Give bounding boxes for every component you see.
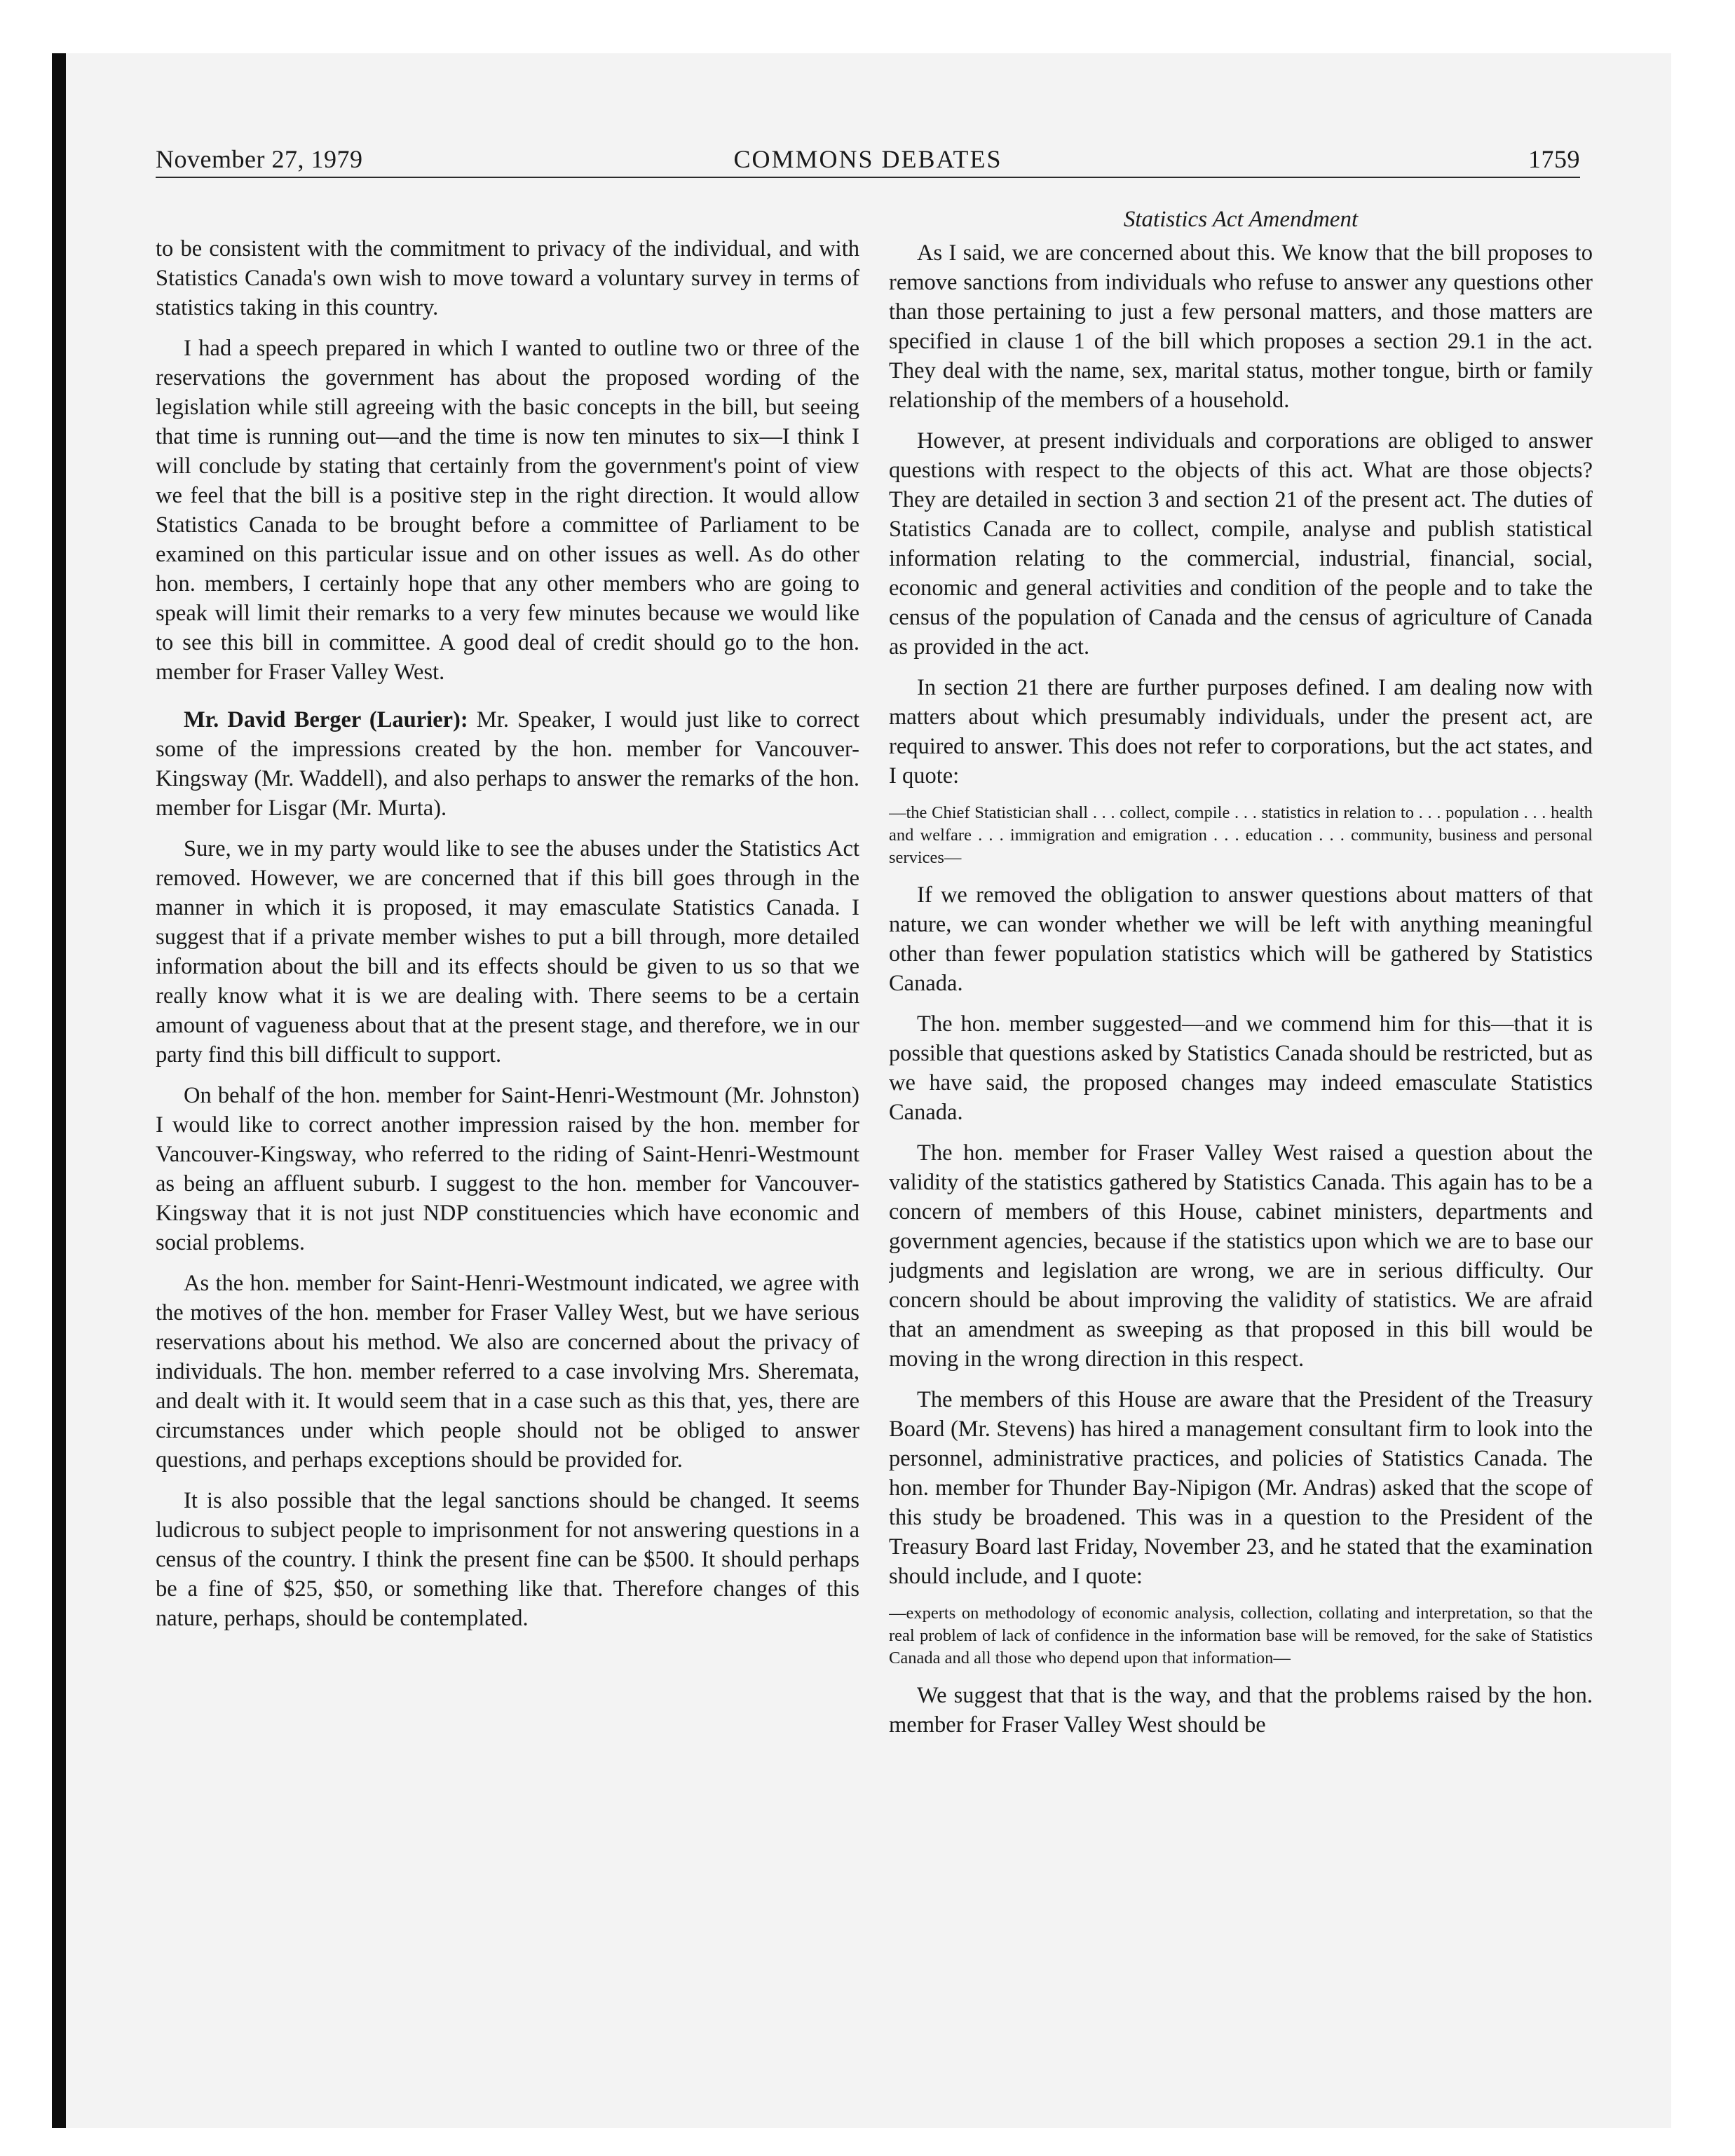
speaker-name: Mr. David Berger (Laurier): bbox=[184, 707, 468, 732]
speech-text: Mr. Speaker, I would just like to correct some of the impressions created by the hon. member for Vancouver-Kingsway (Mr. Waddell), and also perhaps to answer the remarks of the hon. member for Lisgar (Mr. Murta). bbox=[156, 707, 859, 821]
paragraph: The hon. member suggested—and we commend him for this—that it is possible that questions asked by Statistics Canada should be restricted, but as we have said, the proposed changes may indeed emasculate Statistics Canada. bbox=[889, 1011, 1593, 1125]
paragraph: Sure, we in my party would like to see the abuses under the Statistics Act removed. However, we are concerned that if this bill goes through in the manner in which it is proposed, it may emasculate Statistics Canada. I suggest that if a private member wishes to put a bill through, more detailed information about the bill and its effects should be given to us so that we really know what it is we are dealing with. There seems to be a certain amount of vagueness about that at the present stage, and therefore, we in our party find this bill difficult to support. bbox=[156, 836, 859, 1067]
header-date: November 27, 1979 bbox=[156, 145, 363, 173]
scan-edge-shadow bbox=[52, 53, 66, 2128]
paragraph: The members of this House are aware that the President of the Treasury Board (Mr. Stevens) has hired a management consultant firm to look into the personnel, administrative practices, and policies of Statistics Canada. The hon. member for Thunder Bay-Nipigon (Mr. Andras) asked that the scope of this study be broadened. This was in a question to the President of the Treasury Board last Friday, November 23, and he stated that the examination should include, and I quote: bbox=[889, 1387, 1593, 1589]
right-column bbox=[889, 205, 1593, 1908]
paragraph: The hon. member for Fraser Valley West raised a question about the validity of the statistics gathered by Statistics Canada. This again has to be a concern of members of this House, cabinet ministers, departments and government agencies, because if the statistics upon which we are to base our judgments and legislation are wrong, we are in serious difficulty. Our concern should be about improving the validity of statistics. We are afraid that an amendment as sweeping as that proposed in this bill would be moving in the wrong direction in this respect. bbox=[889, 1140, 1593, 1372]
paragraph: We suggest that that is the way, and that the problems raised by the hon. member for Fraser Valley West should be bbox=[889, 1683, 1593, 1738]
paragraph: to be consistent with the commitment to privacy of the individual, and with Statistics Canada's own wish to move toward a voluntary survey in terms of statistics taking in this country. bbox=[156, 236, 859, 320]
paragraph: It is also possible that the legal sanctions should be changed. It seems ludicrous to subject people to imprisonment for not answering questions in a census of the country. I think the present fine can be $500. It should perhaps be a fine of $25, $50, or something like that. Therefore changes of this nature, perhaps, should be contemplated. bbox=[156, 1488, 859, 1631]
page-header bbox=[156, 144, 1580, 177]
header-page-number: 1759 bbox=[1528, 145, 1580, 173]
section-heading: Statistics Act Amendment bbox=[1123, 207, 1359, 232]
paragraph: If we removed the obligation to answer questions about matters of that nature, we can wonder whether we will be left with anything meaningful other than fewer population statistics which will be gathered by Statistics Canada. bbox=[889, 882, 1593, 996]
paragraph: In section 21 there are further purposes defined. I am dealing now with matters about which presumably individuals, under the present act, are required to answer. This does not refer to corporations, but the act states, and I quote: bbox=[889, 675, 1593, 789]
header-rule bbox=[156, 177, 1580, 178]
speaker-paragraph bbox=[156, 705, 859, 823]
paragraph: On behalf of the hon. member for Saint-Henri-Westmount (Mr. Johnston) I would like to correct another impression raised by the hon. member for Vancouver-Kingsway, who referred to the riding of Saint-Henri-Westmount as being an affluent suburb. I suggest to the hon. member for Vancouver-Kingsway that it is not just NDP constituencies which have economic and social problems. bbox=[156, 1083, 859, 1255]
paragraph: As I said, we are concerned about this. We know that the bill proposes to remove sanctions from individuals who refuse to answer any questions other than those pertaining to just a few personal matters, and those matters are specified in clause 1 of the bill which proposes a section 29.1 in the act. They deal with the name, sex, marital status, mother tongue, birth or family relationship of the members of a household. bbox=[889, 240, 1593, 413]
block-quote: —the Chief Statistician shall . . . collect, compile . . . statistics in relation to . . . population . . . health and welfare . . . immigration and emigration . . . education . . . community, business and personal services— bbox=[889, 803, 1593, 867]
block-quote: —experts on methodology of economic analysis, collection, collating and interpretation, so that the real problem of lack of confidence in the information base will be removed, for the sake of Statistics Canada and all those who depend upon that information— bbox=[889, 1604, 1593, 1667]
header-publication-title: COMMONS DEBATES bbox=[733, 145, 1002, 173]
paragraph: I had a speech prepared in which I wanted to outline two or three of the reservations the government has about the proposed wording of the legislation while still agreeing with the basic concepts in the bill, but seeing that time is running out—and the time is now ten minutes to six—I think I will conclude by stating that certainly from the government's point of view we feel that the bill is a positive step in the right direction. It would allow Statistics Canada to be brought before a committee of Parliament to be examined on this particular issue and on other issues as well. As do other hon. members, I certainly hope that any other members who are going to speak will limit their remarks to a very few minutes because we would like to see this bill in committee. A good deal of credit should go to the hon. member for Fraser Valley West. bbox=[156, 336, 859, 685]
left-column bbox=[156, 234, 859, 1937]
paragraph: However, at present individuals and corporations are obliged to answer questions with respect to the objects of this act. What are those objects? They are detailed in section 3 and section 21 of the present act. The duties of Statistics Canada are to collect, compile, analyse and publish statistical information relating to the commercial, industrial, financial, social, economic and general activities and condition of the people and to take the census of the population of Canada and the census of agriculture of Canada as provided in the act. bbox=[889, 428, 1593, 660]
paragraph: As the hon. member for Saint-Henri-Westmount indicated, we agree with the motives of the hon. member for Fraser Valley West, but we have serious reservations about his method. We also are concerned about the privacy of individuals. The hon. member referred to a case involving Mrs. Sheremata, and dealt with it. It would seem that in a case such as this that, yes, there are circumstances under which people should not be obliged to answer questions, and perhaps exceptions should be provided for. bbox=[156, 1271, 859, 1473]
